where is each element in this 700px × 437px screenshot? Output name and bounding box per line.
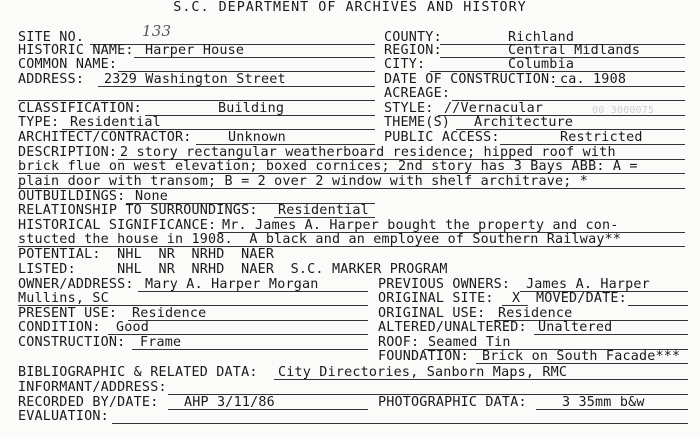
moved-date-label: MOVED/DATE: <box>536 291 627 306</box>
previous-owners-value: James A. Harper <box>526 277 650 292</box>
original-use-value: Residence <box>498 306 573 321</box>
public-access-label: PUBLIC ACCESS: <box>384 130 500 145</box>
style-faint-text: 00 3000075 <box>592 105 655 116</box>
informant-label: INFORMANT/ADDRESS: <box>18 380 167 395</box>
biblio-value: City Directories, Sanborn Maps, RMC <box>278 365 568 380</box>
construction-label: CONSTRUCTION: <box>18 335 126 350</box>
style-value: //Vernacular <box>444 101 544 116</box>
relationship-value: Residential <box>278 203 369 218</box>
date-value: ca. 1908 <box>560 72 627 87</box>
significance-label: HISTORICAL SIGNIFICANCE: <box>18 218 217 233</box>
outbuildings-value: None <box>135 189 169 204</box>
card-header: S.C. DEPARTMENT OF ARCHIVES AND HISTORY <box>173 0 527 15</box>
theme-value: Architecture <box>474 115 574 130</box>
type-value: Residential <box>70 115 161 130</box>
county-label: COUNTY: <box>384 30 442 45</box>
altered-label: ALTERED/UNALTERED: <box>378 320 527 335</box>
recorded-value: AHP 3/11/86 <box>184 395 275 410</box>
public-access-value: Restricted <box>560 130 643 145</box>
photo-value: 3 35mm b&w <box>562 395 645 410</box>
city-label: CITY: <box>384 57 426 72</box>
significance-line-2: stucted the house in 1908. A black and an employee of Southern Railway** <box>18 232 622 247</box>
county-value: Richland <box>508 30 575 45</box>
theme-label: THEME(S) <box>384 115 451 130</box>
description-line-3: plain door with transom; B = 2 over 2 window with shelf architrave; * <box>18 174 589 189</box>
photo-label: PHOTOGRAPHIC DATA: <box>378 395 527 410</box>
foundation-value: Brick on South Facade*** <box>482 349 681 364</box>
altered-value: Unaltered <box>538 320 613 335</box>
evaluation-label: EVALUATION: <box>18 409 109 424</box>
original-use-label: ORIGINAL USE: <box>378 306 486 321</box>
address-value: 2329 Washington Street <box>104 72 286 87</box>
type-label: TYPE: <box>18 115 60 130</box>
description-line-2: brick flue on west elevation; boxed cornices; 2nd story has 3 Bays ABB: A = <box>18 159 638 174</box>
roof-value: Seamed Tin <box>428 335 511 350</box>
owner-line-2: Mullins, SC <box>18 291 109 306</box>
condition-label: CONDITION: <box>18 320 101 335</box>
owner-label: OWNER/ADDRESS: <box>18 277 134 292</box>
architect-label: ARCHITECT/CONTRACTOR: <box>18 130 192 145</box>
present-use-label: PRESENT USE: <box>18 306 118 321</box>
architect-value: Unknown <box>228 130 286 145</box>
condition-value: Good <box>116 320 150 335</box>
site-no-label: SITE NO. <box>18 30 85 45</box>
construction-value: Frame <box>140 335 182 350</box>
description-line-1: 2 story rectangular weatherboard residence; hipped roof with <box>120 145 616 160</box>
potential-row: POTENTIAL: NHL NR NRHD NAER <box>18 247 275 262</box>
historic-name-label: HISTORIC NAME: <box>18 43 134 58</box>
biblio-label: BIBLIOGRAPHIC & RELATED DATA: <box>18 365 258 380</box>
classification-value: Building <box>218 101 285 116</box>
acreage-label: ACREAGE: <box>384 86 451 101</box>
region-value: Central Midlands <box>508 43 641 58</box>
description-label: DESCRIPTION: <box>18 145 118 160</box>
roof-label: ROOF: <box>378 335 420 350</box>
present-use-value: Residence <box>132 306 207 321</box>
style-label: STYLE: <box>384 101 434 116</box>
date-label: DATE OF CONSTRUCTION: <box>384 72 558 87</box>
site-no-value: 133 <box>142 22 172 40</box>
original-site-label: ORIGINAL SITE: <box>378 291 494 306</box>
classification-label: CLASSIFICATION: <box>18 101 142 116</box>
outbuildings-label: OUTBUILDINGS: <box>18 189 126 204</box>
address-label: ADDRESS: <box>18 72 85 87</box>
recorded-label: RECORDED BY/DATE: <box>18 395 159 410</box>
historic-name-value: Harper House <box>145 43 245 58</box>
foundation-label: FOUNDATION: <box>378 349 469 364</box>
region-label: REGION: <box>384 43 442 58</box>
city-value: Columbia <box>508 57 575 72</box>
listed-row: LISTED: NHL NR NRHD NAER S.C. MARKER PROGRAM <box>18 262 448 277</box>
original-site-value: X <box>512 291 521 306</box>
relationship-label: RELATIONSHIP TO SURROUNDINGS: <box>18 203 258 218</box>
owner-value: Mary A. Harper Morgan <box>145 277 319 292</box>
significance-line-1: Mr. James A. Harper bought the property and con- <box>222 218 619 233</box>
previous-owners-label: PREVIOUS OWNERS: <box>378 277 511 292</box>
common-name-label: COMMON NAME: <box>18 57 118 72</box>
